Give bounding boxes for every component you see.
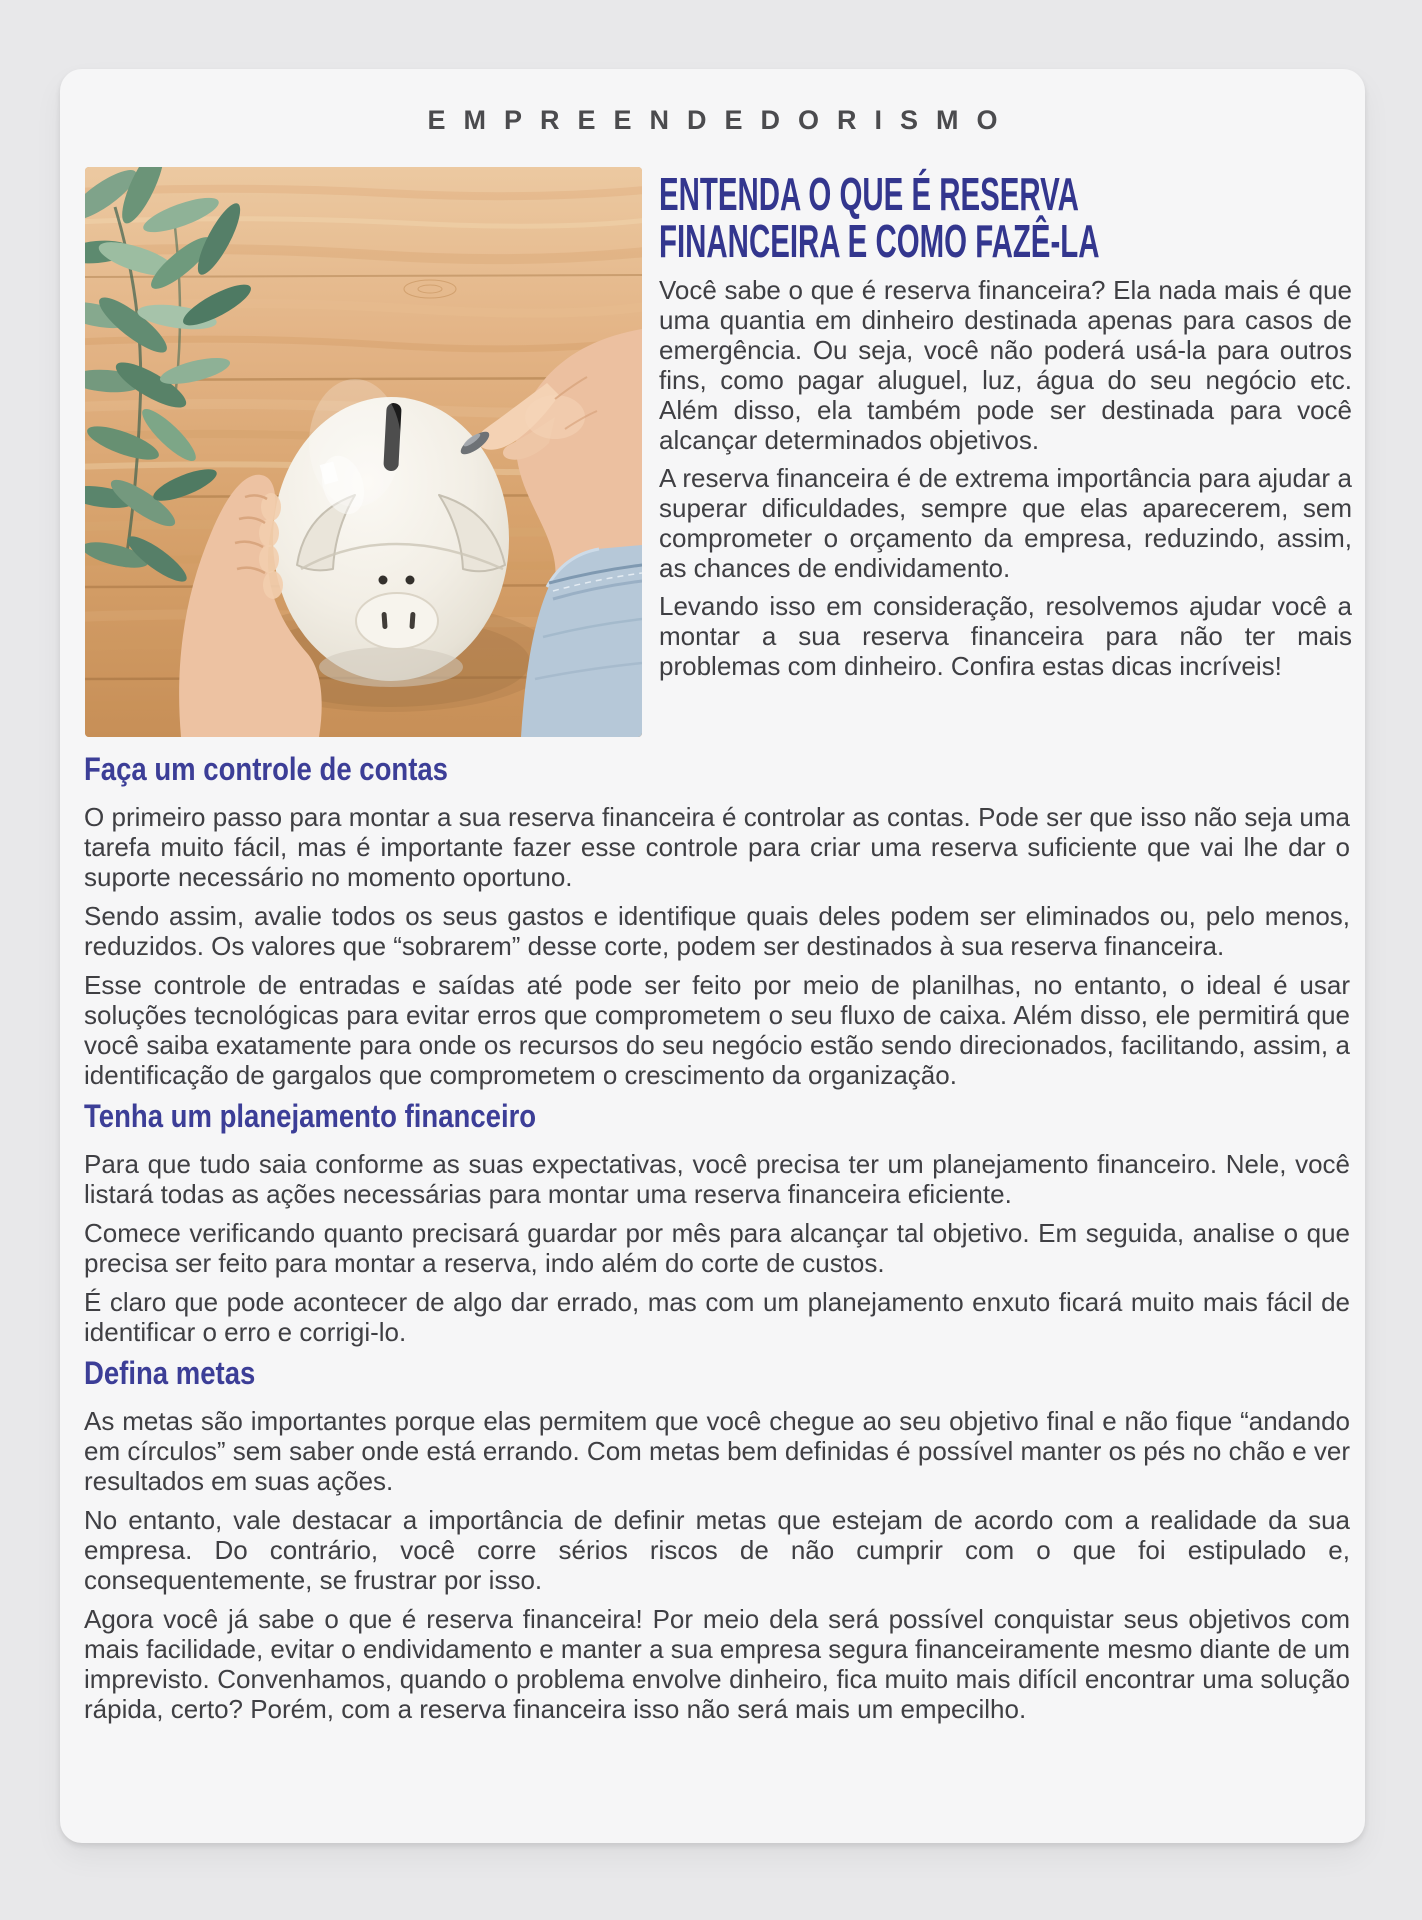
section-paragraph: Para que tudo saia conforme as suas expectativas, você precisa ter um planejamento financeiro. Nele, você listará todas as ações necessárias para montar uma reserva financeira eficiente. xyxy=(84,1149,1350,1209)
section-heading: Tenha um planejamento financeiro xyxy=(84,1098,537,1134)
section-controle-de-contas xyxy=(84,752,1350,1090)
title-line-1: ENTENDA O QUE É RESERVA xyxy=(659,168,1079,220)
section-paragraph: No entanto, vale destacar a importância de definir metas que estejam de acordo com a realidade da sua empresa. Do contrário, você corre sérios riscos de não cumprir com o que foi estipulado e, consequentemente, se frustrar por isso. xyxy=(84,1505,1350,1595)
title-line-2: FINANCEIRA E COMO FAZÊ-LA xyxy=(659,215,1100,267)
intro-paragraph: Você sabe o que é reserva financeira? Ela nada mais é que uma quantia em dinheiro destinada apenas para casos de emergência. Ou seja, você não poderá usá-la para outros fins, como pagar aluguel, luz, água do seu negócio etc. Além disso, ela também pode ser destinada para você alcançar determinados objetivos. xyxy=(659,275,1352,455)
intro-paragraph: Levando isso em consideração, resolvemos ajudar você a montar a sua reserva financeira para não ter mais problemas com dinheiro. Confira estas dicas incríveis! xyxy=(659,591,1352,681)
section-paragraph: Comece verificando quanto precisará guardar por mês para alcançar tal objetivo. Em seguida, analise o que precisa ser feito para montar a reserva, indo além do corte de custos. xyxy=(84,1218,1350,1278)
intro-paragraph: A reserva financeira é de extrema importância para ajudar a superar dificuldades, sempre que elas aparecerem, sem comprometer o orçamento da empresa, reduzindo, assim, as chances de endividamento. xyxy=(659,463,1352,583)
section-heading: Faça um controle de contas xyxy=(84,751,448,787)
section-planejamento-financeiro xyxy=(84,1099,1350,1347)
section-paragraph: As metas são importantes porque elas permitem que você chegue ao seu objetivo final e não fique “andando em círculos” sem saber onde está errando. Com metas bem definidas é possível manter os pés no chão e ver resultados em suas ações. xyxy=(84,1406,1350,1496)
section-paragraph: Esse controle de entradas e saídas até pode ser feito por meio de planilhas, no entanto, o ideal é usar soluções tecnológicas para evitar erros que comprometem o seu fluxo de caixa. Além disso, ele permitirá que você saiba exatamente para onde os recursos do seu negócio estão sendo direcionados, facilitando, assim, a identificação de gargalos que comprometem o crescimento da organização. xyxy=(84,970,1350,1090)
article-sections xyxy=(84,752,1350,1733)
pig-eye-right xyxy=(406,576,415,585)
section-defina-metas xyxy=(84,1356,1350,1724)
article-title xyxy=(659,168,1352,267)
section-paragraph: Agora você já sabe o que é reserva financeira! Por meio dela será possível conquistar seus objetivos com mais facilidade, evitar o endividamento e manter a sua empresa segura financeiramente mesmo diante de um imprevisto. Convenhamos, quando o problema envolve dinheiro, fica muito mais difícil encontrar uma solução rápida, certo? Porém, com a reserva financeira isso não será mais um empecilho. xyxy=(84,1604,1351,1724)
section-paragraph: Sendo assim, avalie todos os seus gastos e identifique quais deles podem ser eliminados ou, pelo menos, reduzidos. Os valores que “sobrarem” desse corte, podem ser destinados à sua reserva financeira. xyxy=(84,901,1350,961)
pig-snout xyxy=(356,593,438,649)
article-card xyxy=(60,69,1365,1843)
pig-eye-left xyxy=(379,576,388,585)
section-paragraph: O primeiro passo para montar a sua reserva financeira é controlar as contas. Pode ser que isso não seja uma tarefa muito fácil, mas é importante fazer esse controle para criar uma reserva suficiente que vai lhe dar o suporte necessário no momento oportuno. xyxy=(84,802,1350,892)
piggy-bank-photo xyxy=(85,167,642,737)
kicker: EMPREENDEDORISMO xyxy=(427,105,1016,135)
section-heading: Defina metas xyxy=(84,1355,256,1391)
intro-column xyxy=(659,169,1352,689)
section-paragraph: É claro que pode acontecer de algo dar errado, mas com um planejamento enxuto ficará muito mais fácil de identificar o erro e corrigi-lo. xyxy=(84,1287,1350,1347)
